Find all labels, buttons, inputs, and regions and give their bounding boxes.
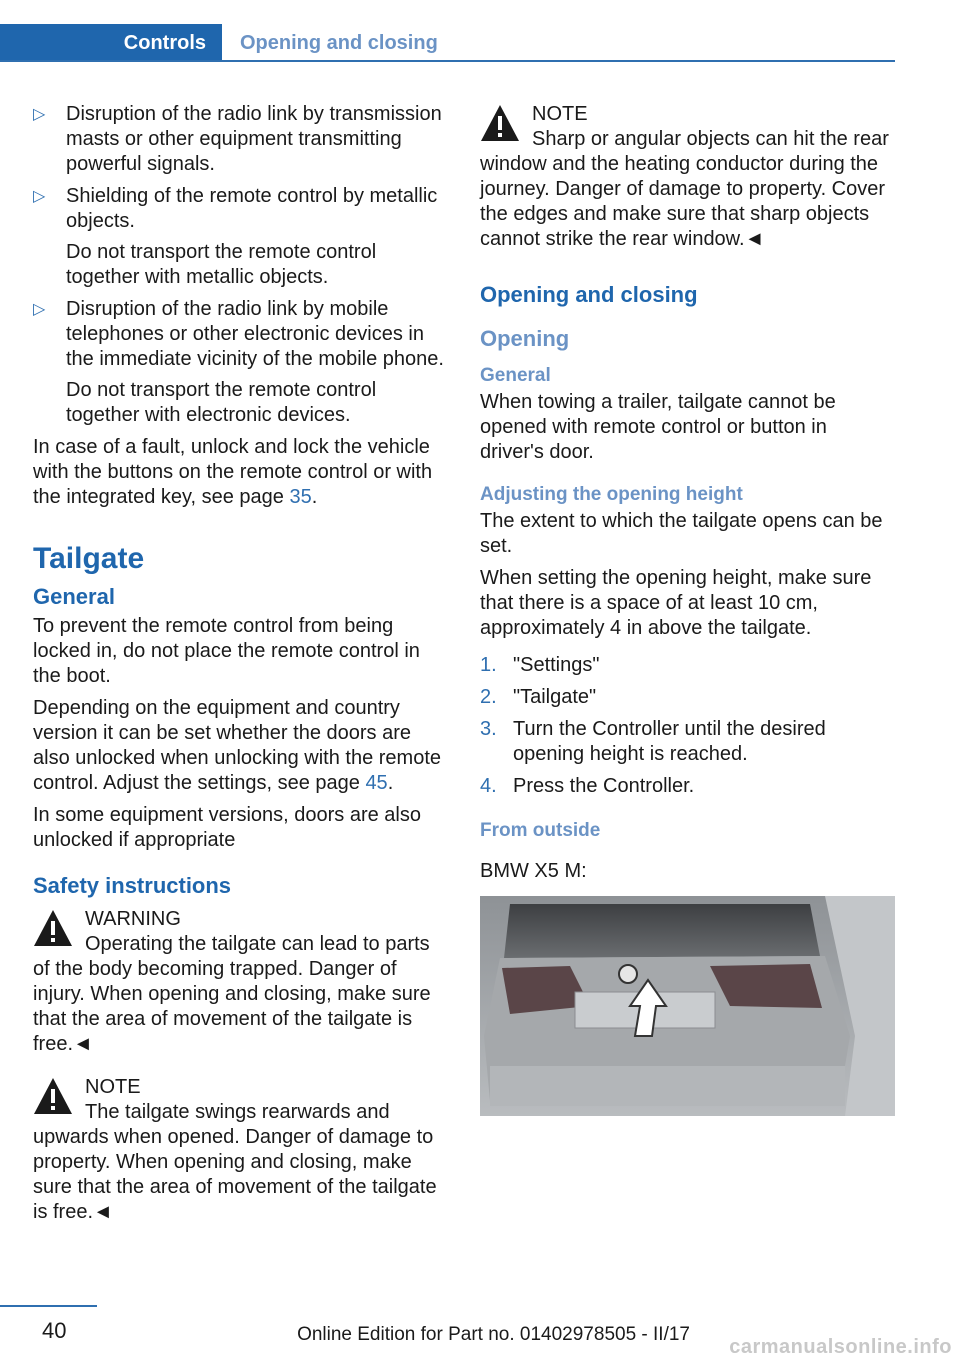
bullet-subtext: Do not transport the remote control together with electronic devices. <box>66 379 377 426</box>
note-body: The tailgate swings rearwards and upwards when opened. Danger of damage to property. When opening and closing, make sure that the area of movement of the tailgate is free.◄ <box>33 1101 437 1223</box>
bullet-item <box>33 102 448 177</box>
bullet-item <box>33 297 448 428</box>
triangle-bullet-icon: ▷ <box>33 106 46 123</box>
note-title: NOTE <box>532 103 588 125</box>
step-number: 3. <box>480 718 497 740</box>
page-link-45[interactable]: 45 <box>365 772 388 794</box>
bullet-item <box>33 184 448 290</box>
header-divider <box>0 60 895 62</box>
step-item <box>480 717 895 767</box>
note-text <box>33 1100 448 1225</box>
fault-text: In case of a fault, unlock and lock the vehicle with the buttons on the remote control or with the integrated key, see page <box>33 436 433 508</box>
bullet-text: Shielding of the remote control by metallic objects. <box>66 185 438 232</box>
warning-title: WARNING <box>85 908 181 930</box>
step-number: 1. <box>480 654 497 676</box>
warning-block <box>33 907 448 1057</box>
step-text: Press the Controller. <box>513 775 695 797</box>
opening-heading: Opening <box>480 326 570 351</box>
header-section-label: Controls <box>123 31 206 54</box>
header-section-tab <box>0 24 222 62</box>
general-heading: General <box>33 584 115 609</box>
step-item <box>480 685 895 710</box>
header-subsection-tab <box>240 24 438 62</box>
adjust-paragraph-2: When setting the opening height, make sure that there is a space of at least 10 cm, approximately 4 in above the tailgate. <box>480 567 872 639</box>
step-item <box>480 653 895 678</box>
bullet-text: Disruption of the radio link by transmission masts or other equipment transmitting powerful signals. <box>66 103 442 175</box>
step-text: "Settings" <box>513 654 600 676</box>
note-title: NOTE <box>85 1076 141 1098</box>
page-number: 40 <box>42 1318 67 1343</box>
opening-closing-heading: Opening and closing <box>480 282 698 307</box>
general-paragraph: When towing a trailer, tailgate cannot be opened with remote control or button in driver's door. <box>480 391 836 463</box>
model-label: BMW X5 M: <box>480 860 587 882</box>
adjust-paragraph-1: The extent to which the tailgate opens can be set. <box>480 510 883 557</box>
warning-triangle-icon <box>480 104 520 142</box>
warning-triangle-icon <box>33 909 73 947</box>
edition-text: Online Edition for Part no. 01402978505 - II/17 <box>297 1324 690 1345</box>
step-number: 4. <box>480 775 497 797</box>
note-text <box>480 127 895 252</box>
tailgate-heading: Tailgate <box>33 542 145 575</box>
fault-paragraph: In case of a fault, unlock and lock the vehicle with the buttons on the remote control or with the integrated key, see page 35. <box>33 436 433 508</box>
tailgate-photo <box>480 896 895 1116</box>
general-paragraph-1: To prevent the remote control from being locked in, do not place the remote control in the boot. <box>33 615 420 687</box>
steps-list <box>480 653 895 799</box>
safety-heading: Safety instructions <box>33 873 232 898</box>
warning-triangle-icon <box>33 1077 73 1115</box>
left-column <box>33 102 448 1232</box>
step-text: "Tailgate" <box>513 686 597 708</box>
warning-text <box>33 932 448 1057</box>
adjust-height-heading: Adjusting the opening height <box>480 484 743 505</box>
note-block <box>480 102 895 252</box>
bullet-subtext: Do not transport the remote control together with metallic objects. <box>66 241 377 288</box>
general-heading: General <box>480 365 551 386</box>
header-subsection-label: Opening and closing <box>240 31 438 54</box>
watermark: carmanualsonline.info <box>729 1336 952 1358</box>
general-paragraph-2: Depending on the equipment and country version it can be set whether the doors are also unlocked when unlocking with the remote control. Adjust the settings, see page 45. <box>33 697 442 794</box>
footer-divider <box>0 1305 97 1307</box>
note-body: Sharp or angular objects can hit the rear window and the heating conductor during the journey. Danger of damage to property. Cover the edges and make sure that sharp objects cannot strike the rear window.◄ <box>480 128 889 250</box>
step-text: Turn the Controller until the desired opening height is reached. <box>513 718 826 765</box>
step-item <box>480 774 895 799</box>
right-column <box>480 102 895 1116</box>
step-number: 2. <box>480 686 497 708</box>
from-outside-heading: From outside <box>480 820 601 841</box>
triangle-bullet-icon: ▷ <box>33 301 46 318</box>
note-block <box>33 1075 448 1225</box>
general-paragraph-3: In some equipment versions, doors are also unlocked if appropriate <box>33 804 421 851</box>
warning-body: Operating the tailgate can lead to parts of the body becoming trapped. Danger of injury. When opening and closing, make sure that the area of movement of the tailgate is free.◄ <box>33 933 431 1055</box>
triangle-bullet-icon: ▷ <box>33 188 46 205</box>
general-p2-text: Depending on the equipment and country version it can be set whether the doors are also unlocked when unlocking with the remote control. Adjust the settings, see page <box>33 697 442 794</box>
bullet-text: Disruption of the radio link by mobile telephones or other electronic devices in the immediate vicinity of the mobile phone. <box>66 298 444 370</box>
page-link-35[interactable]: 35 <box>289 486 312 508</box>
